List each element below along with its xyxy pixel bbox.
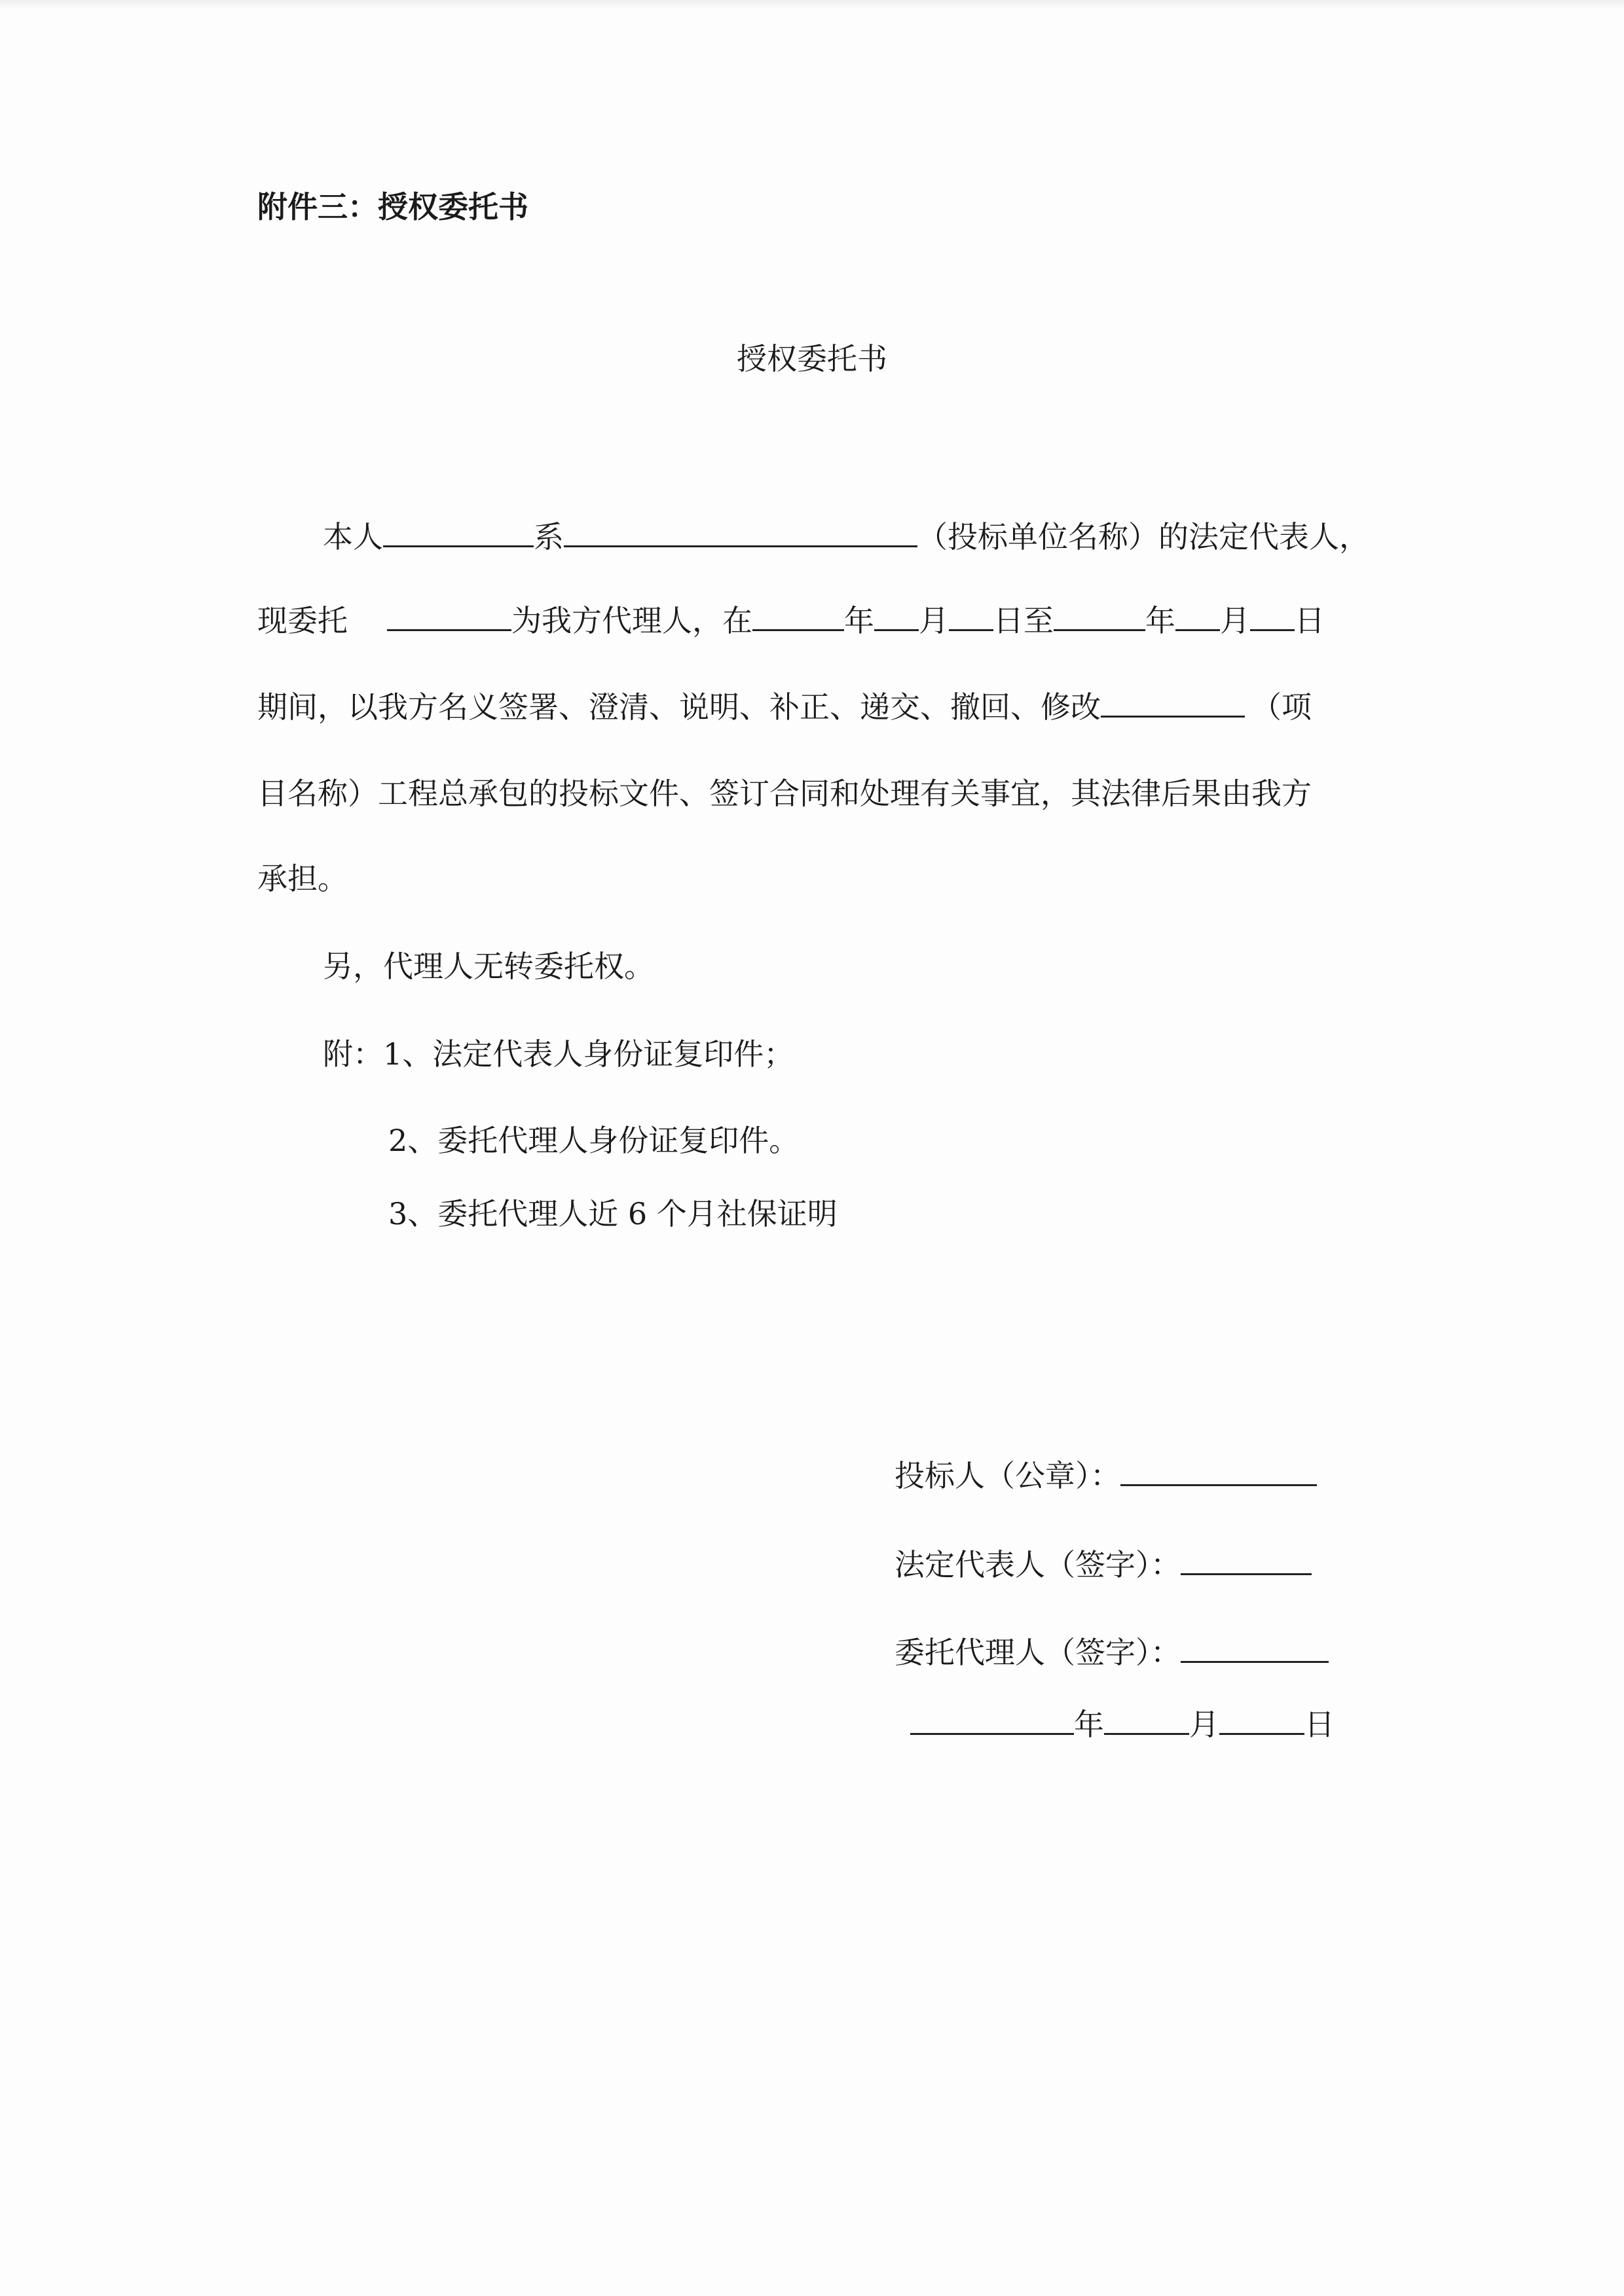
blank-start-month [874,600,919,631]
signature-bidder [895,1452,1317,1499]
paragraph-line-3 [257,683,1312,731]
blank-bidder-seal [1120,1455,1317,1486]
sign-day-label: 日 [1304,1707,1335,1742]
signature-legal-rep [895,1541,1312,1588]
signature-agent [895,1629,1329,1676]
text-entrust: 现委托 [257,603,348,638]
attachment-heading: 附件三：授权委托书 [257,189,528,225]
blank-company [564,517,917,547]
text-company-role: （投标单位名称）的法定代表人， [917,519,1369,555]
sign-year-label: 年 [1074,1707,1104,1742]
bidder-label: 投标人（公章）： [895,1458,1120,1493]
scan-edge [0,0,1624,9]
sign-month-label: 月 [1189,1707,1219,1742]
blank-project-name [1101,687,1245,718]
attachment-item-1 [323,1030,794,1078]
blank-start-year [752,600,844,631]
document-title: 授权委托书 [737,341,887,376]
blank-sign-day [1219,1704,1304,1735]
signature-date [910,1701,1335,1748]
paragraph-line-1 [257,513,1385,560]
text-of: 系 [534,519,564,555]
no-subdelegation-note: 另，代理人无转委托权。 [323,949,654,984]
blank-legal-rep-signature [1181,1544,1312,1575]
blank-end-day [1250,600,1295,631]
attachment-item-2: 2、委托代理人身份证复印件。 [388,1123,800,1158]
text-day-to: 日至 [993,603,1054,638]
blank-end-year [1054,600,1145,631]
agent-label: 委托代理人（签字）： [895,1635,1181,1670]
attachment-item-3: 3、委托代理人近 6 个月社保证明 [388,1196,838,1231]
text-year: 年 [844,603,874,638]
blank-name [383,517,534,547]
blank-agent [387,600,511,631]
text-day: 日 [1295,603,1325,638]
text-month: 月 [919,603,949,638]
text-self: 本人 [323,519,383,555]
paragraph-line-4: 目名称）工程总承包的投标文件、签订合同和处理有关事宜，其法律后果由我方 [257,776,1312,811]
blank-sign-month [1104,1704,1189,1735]
text-month: 月 [1220,603,1250,638]
text-agent-role: 为我方代理人，在 [511,603,752,638]
legal-rep-label: 法定代表人（签字）： [895,1547,1181,1582]
text-year: 年 [1145,603,1175,638]
blank-sign-year [910,1704,1074,1735]
blank-agent-signature [1181,1632,1329,1663]
blank-start-day [949,600,993,631]
attachment-text-1: 1、法定代表人身份证复印件； [383,1036,794,1072]
attachments-prefix: 附： [323,1036,383,1072]
text-actions: 期间，以我方名义签署、澄清、说明、补正、递交、撤回、修改 [257,689,1101,725]
paragraph-line-5: 承担。 [257,861,348,896]
blank-end-month [1175,600,1220,631]
paragraph-line-2 [257,597,1325,644]
text-project-paren: （项 [1251,689,1312,725]
